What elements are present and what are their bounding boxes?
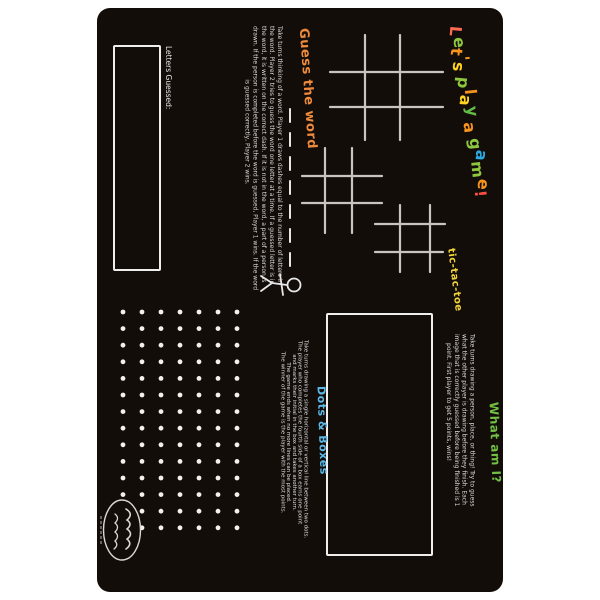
tic-tac-toe-label: tic-tac-toe [445,247,464,313]
title-letter: e [473,177,494,191]
title-letter: ! [470,188,491,199]
word-dash [289,204,291,219]
title-letter: a [455,93,476,107]
chalkboard-game-mat [97,8,503,592]
title-letter: y [462,104,483,118]
word-dash [289,108,291,123]
tic-tac-toe-grids [302,35,445,272]
letters-guessed-label: Letters Guessed: [164,46,173,110]
title-letter: L [445,25,466,38]
mat-title [445,25,495,199]
title-letter: a [459,120,480,135]
dots-and-boxes-instructions: Take turns drawing a single horizontal or vertical line between two dots. The player who completes the fourth side of a box earns one point and marks their initial in the box and takes another turn. The game ends when no more lines can be placed. The winner of the game is the player with the most points. [279,340,310,539]
title-letter: s [448,60,469,73]
title-letter: l [460,87,481,96]
what-am-i-instructions: Take turns drawing a person, place, or thing! Try to guess what the other player is drawing before they finish. Each image that is correctly guessed before being finished is 1 point. First player to get 5 points, wins! [445,334,476,507]
letters-guessed-box [113,45,161,271]
brand-logo [101,500,141,560]
dots-grid [121,310,240,531]
word-dash [289,132,291,147]
title-letter: g [465,137,486,152]
title-letter: p [453,75,474,90]
word-dash [289,156,291,171]
word-dash [289,180,291,195]
guess-the-word-label: Guess the word [295,27,320,150]
guess-the-word-instructions: Take turns thinking of a word. Player 1 draws dashes equal to the number of letters in the word. Player 2 tries to guess the word one letter at a time. If a guessed letter is in the word, it is written on the correct dash. If it is not in the word, a part of a person is drawn. If the person is completed before the word is guessed, Player 1 wins. If the word is guessed correctly, Player 2 wins. [244,26,284,291]
title-letter: t [446,47,467,58]
what-am-i-label: What am I? [486,401,504,484]
word-dash [289,252,291,267]
title-letter: e [449,35,470,50]
word-dash [289,228,291,243]
word-dashes [289,108,291,267]
dots-and-boxes-label: Dots & Boxes [314,385,331,475]
title-letter: a [471,149,492,163]
title-letter [476,117,495,122]
title-letter: m [467,160,488,180]
title-letter: ' [453,55,474,63]
title-letter [476,72,495,77]
what-am-i-drawing-box [326,313,433,556]
